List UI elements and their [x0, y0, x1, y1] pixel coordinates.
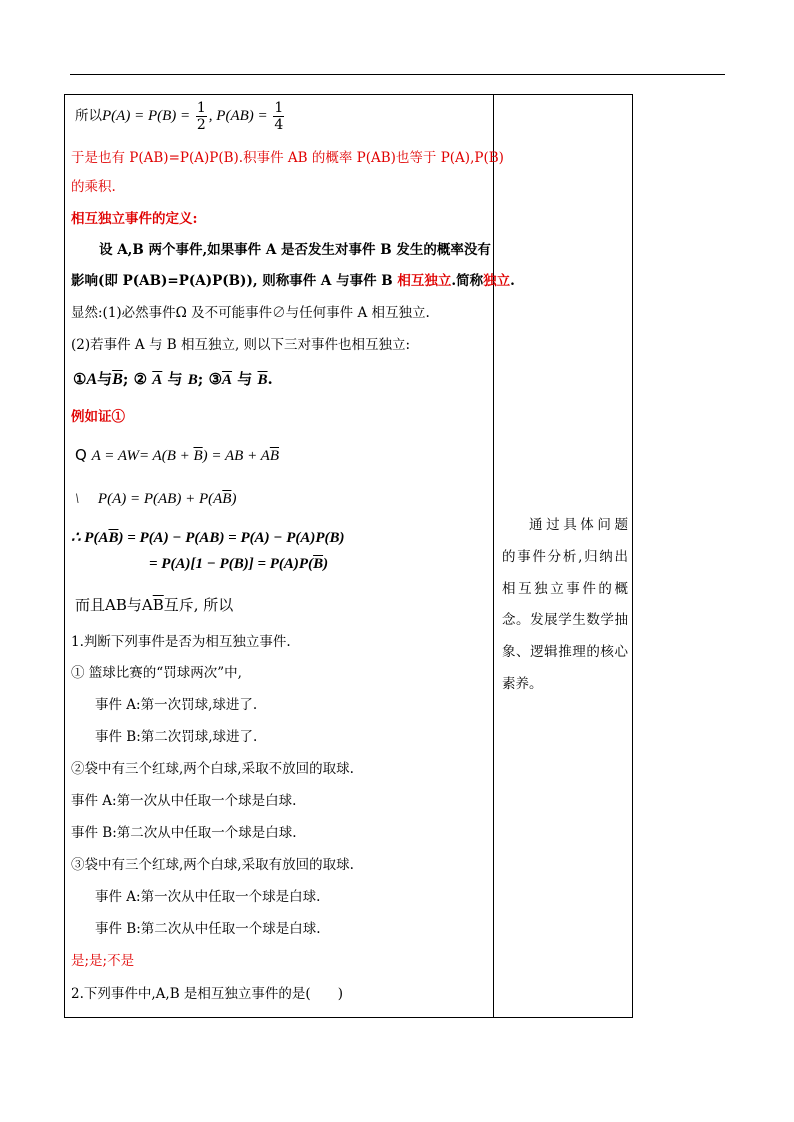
case-1-event-a: 事件 A:第一次罚球,球进了.: [95, 697, 258, 713]
equation-part: A = AW= A(B +: [91, 448, 194, 464]
note-line: 象、逻辑推理的核心: [502, 644, 628, 661]
example-title: 例如证①: [71, 409, 125, 425]
circled-number: ①: [73, 370, 87, 388]
mutex-line: [75, 595, 233, 615]
connector: 与: [237, 370, 253, 388]
fraction-numerator: 1: [196, 100, 206, 116]
equation-part: ) = AB + A: [202, 448, 270, 464]
note-line: 的事件分析,归纳出: [502, 548, 628, 565]
text-part: 互斥, 所以: [163, 596, 234, 614]
definition-text-part: 影响(即 P(AB)=P(A)P(B)), 则称事件 A 与事件 B: [71, 273, 398, 289]
note-line: 念。发展学生数学抽: [502, 612, 628, 629]
proof-line-2: [75, 488, 236, 509]
question-1-case-2: ②袋中有三个红球,两个白球,采取不放回的取球.: [71, 761, 354, 777]
event-complement: $\overline{A}$: [152, 372, 163, 388]
event-complement: $\overline{B}$: [313, 556, 324, 572]
case-2-event-b: 事件 B:第二次从中任取一个球是白球.: [71, 825, 297, 841]
property-line-2: (2)若事件 A 与 B 相互独立, 则以下三对事件也相互独立:: [71, 337, 411, 353]
note-line: 素养。: [502, 675, 543, 692]
fraction-quarter: [273, 100, 284, 133]
connector: 与: [167, 370, 183, 388]
event-complement: $\overline{B}$: [193, 448, 203, 464]
probability-result-line: [75, 99, 286, 133]
proof-line-3: [71, 527, 345, 548]
definition-text-part: .: [510, 273, 515, 289]
equation-part: = P(A)[1 − P(B)] = P(A)P(: [149, 556, 314, 572]
event-complement: $\overline{B}$: [257, 372, 268, 388]
event-complement: $\overline{B}$: [222, 491, 232, 507]
independent-pairs: [73, 367, 273, 392]
proof-line-1: [75, 445, 279, 466]
event-complement: $\overline{A}$: [222, 372, 233, 388]
fraction-numerator: 1: [274, 100, 284, 116]
glyph: Q: [75, 446, 87, 464]
equation-part: \ P(A) = P(AB) + P(A: [75, 491, 223, 507]
equation-part: ): [231, 491, 237, 507]
text-part: 而且AB与A: [75, 596, 153, 614]
circled-number: ③: [208, 370, 223, 388]
equation-part: P(A) = P(B) =: [102, 108, 194, 124]
term-short: 独立: [483, 273, 511, 289]
event-complement: $\overline{B}$: [112, 371, 123, 388]
event-complement: $\overline{B}$: [152, 596, 164, 614]
question-1: 1.判断下列事件是否为相互独立事件.: [71, 634, 291, 650]
case-3-event-a: 事件 A:第一次从中任取一个球是白球.: [95, 889, 321, 905]
definition-text: 设 A,B 两个事件,如果事件 A 是否发生对事件 B 发生的概率没有: [99, 242, 491, 258]
equation-part: ∴ P(A: [71, 530, 109, 546]
term-independent: 相互独立: [397, 273, 452, 289]
event-complement: $\overline{B}$: [269, 448, 280, 464]
fraction-denominator: 4: [274, 117, 284, 133]
event-symbol: B: [187, 372, 198, 388]
answer-line: 是;是;不是: [71, 953, 135, 969]
event-complement: $\overline{B}$: [108, 530, 119, 546]
property-line-1: 显然:(1)必然事件Ω 及不可能事件∅与任何事件 A 相互独立.: [71, 305, 430, 321]
question-2: 2.下列事件中,A,B 是相互独立事件的是( ): [71, 986, 343, 1002]
header-rule: [70, 74, 725, 75]
circled-number: ②: [133, 370, 148, 388]
definition-text-part: .简称: [451, 273, 484, 289]
case-3-event-b: 事件 B:第二次从中任取一个球是白球.: [95, 921, 321, 937]
equation-part: , P(AB) =: [208, 108, 272, 124]
note-line: 相互独立事件的概: [502, 580, 628, 597]
column-divider: [493, 95, 494, 1017]
product-note-cont: 的乘积.: [71, 179, 116, 195]
event-symbol: A: [86, 371, 98, 388]
note-line: 通过具体问题: [529, 517, 628, 533]
separator: .: [267, 370, 273, 388]
case-1-event-b: 事件 B:第二次罚球,球进了.: [95, 729, 258, 745]
connector: 与: [97, 370, 113, 388]
product-note-line: 于是也有 P(AB)=P(A)P(B).积事件 AB 的概率 P(AB)也等于 P(A),P(B): [71, 150, 504, 166]
separator: ;: [197, 370, 204, 388]
fraction-denominator: 2: [196, 117, 206, 133]
text-prefix: 所以: [75, 108, 102, 124]
question-1-case-3: ③袋中有三个红球,两个白球,采取有放回的取球.: [71, 857, 354, 873]
design-intent-note: [502, 510, 628, 701]
case-2-event-a: 事件 A:第一次从中任取一个球是白球.: [71, 793, 297, 809]
definition-text-cont: [71, 272, 515, 290]
proof-line-4: [149, 553, 328, 574]
fraction-half: [196, 100, 207, 133]
question-1-case-1: ① 篮球比赛的“罚球两次”中,: [71, 665, 242, 681]
separator: ;: [122, 370, 129, 388]
definition-title: 相互独立事件的定义:: [71, 211, 198, 227]
equation-part: ) = P(A) − P(AB) = P(A) − P(A)P(B): [118, 530, 345, 546]
equation-part: ): [323, 556, 329, 572]
lesson-table: [64, 94, 633, 1018]
